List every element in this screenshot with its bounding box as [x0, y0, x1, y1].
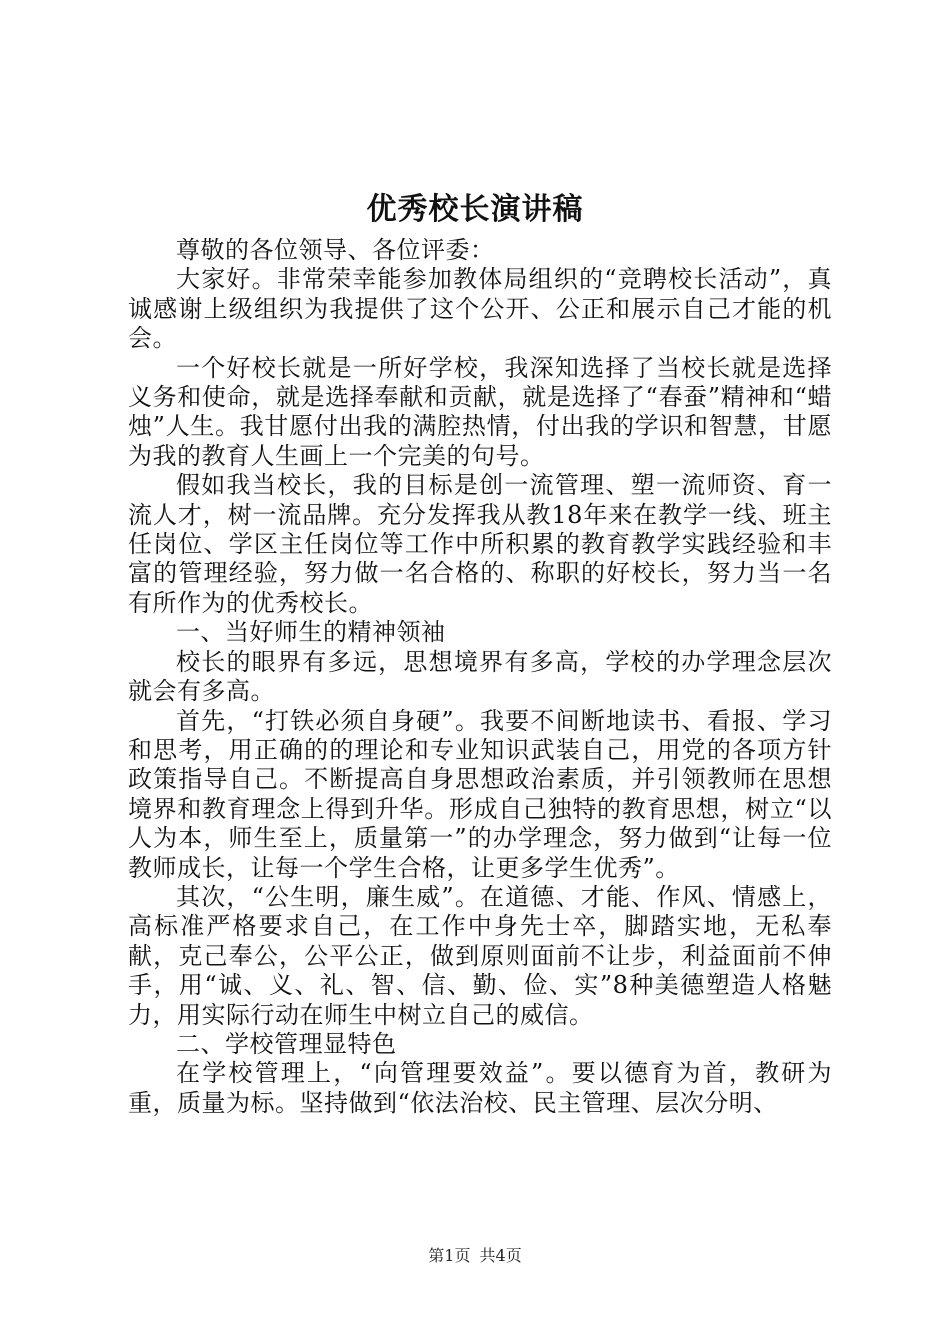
- section-heading-school-management: 二、学校管理显特色: [176, 1029, 397, 1058]
- document-body: [128, 236, 832, 1118]
- page-total: 共4页: [479, 1246, 522, 1265]
- paragraph-greeting: 大家好。非常荣幸能参加教体局组织的“竞聘校长活动”，真诚感谢上级组织为我提供了这个公开、公正和展示自己才能的机会。: [128, 265, 832, 353]
- paragraph-good-principal: 一个好校长就是一所好学校，我深知选择了当校长就是选择义务和使命，就是选择奉献和贡献，就是选择了“春蚕”精神和“蜡烛”人生。我甘愿付出我的满腔热情，付出我的学识和智慧，甘愿为我的教育人生画上一个完美的句号。: [128, 353, 832, 470]
- paragraph-goals: 假如我当校长，我的目标是创一流管理、塑一流师资、育一流人才，树一流品牌。充分发挥我从教18年来在教学一线、班主任岗位、学区主任岗位等工作中所积累的教育教学实践经验和丰富的管理经验，努力做一名合格的、称职的好校长，努力当一名有所作为的优秀校长。: [128, 471, 832, 617]
- paragraph-salutation: 尊敬的各位领导、各位评委：: [176, 236, 495, 264]
- paragraph-management: 在学校管理上，“向管理要效益”。要以德育为首，教研为重，质量为标。坚持做到“依法治校、民主管理、层次分明、: [128, 1059, 832, 1117]
- paragraph-second: 其次，“公生明，廉生威”。在道德、才能、作风、情感上，高标准严格要求自己，在工作中身先士卒，脚踏实地，无私奉献，克己奉公，公平公正，做到原则面前不让步，利益面前不伸手，用“诚、义、礼、智、信、勤、俭、实”8种美德塑造人格魅力，用实际行动在师生中树立自己的威信。: [128, 882, 832, 1029]
- document-title: 优秀校长演讲稿: [366, 192, 584, 227]
- page-number: 第1页: [428, 1246, 471, 1265]
- page-footer: [0, 1246, 950, 1266]
- section-heading-spiritual-leader: 一、当好师生的精神领袖: [176, 618, 446, 647]
- paragraph-first: 首先，“打铁必须自身硬”。我要不间断地读书、看报、学习和思考，用正确的的理论和专业知识武装自己，用党的各项方针政策指导自己。不断提高自身思想政治素质，并引领教师在思想境界和教育理念上得到升华。形成自己独特的教育思想，树立“以人为本，师生至上，质量第一”的办学理念，努力做到“让每一位教师成长，让每一个学生合格，让更多学生优秀”。: [128, 706, 832, 882]
- paragraph-vision: 校长的眼界有多远，思想境界有多高，学校的办学理念层次就会有多高。: [128, 647, 832, 706]
